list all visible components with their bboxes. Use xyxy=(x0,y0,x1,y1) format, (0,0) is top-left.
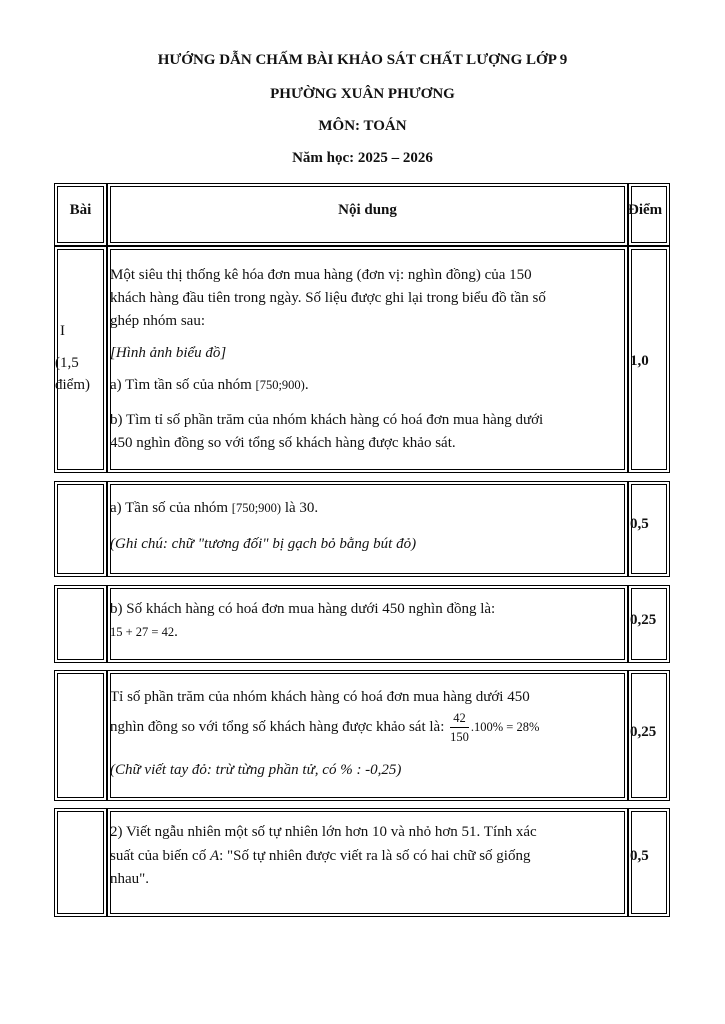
row3-bai-cell xyxy=(54,585,107,663)
percent-l2 xyxy=(110,704,539,750)
subject: MÔN: TOÁN xyxy=(318,118,407,134)
question2-l2-pre: suất của biến cố xyxy=(110,848,207,864)
question2-l2-post: : "Số tự nhiên được viết ra là số có hai chữ số giống xyxy=(219,848,531,864)
answer-a xyxy=(110,497,318,520)
row1-intro-l3: ghép nhóm sau: xyxy=(110,313,205,329)
row5-score: 0,5 xyxy=(630,848,649,864)
row3-content-cell xyxy=(107,585,628,663)
school-year: Năm học: 2025 – 2026 xyxy=(292,150,433,166)
percent-result: .100% = 28% xyxy=(470,720,540,734)
row1-intro-l2: khách hàng đầu tiên trong ngày. Số liệu được ghi lại trong biểu đồ tần số xyxy=(110,290,546,306)
question-b-l1: b) Tìm tỉ số phần trăm của nhóm khách hàng có hoá đơn mua hàng dưới xyxy=(110,412,544,428)
row1-intro-l1: Một siêu thị thống kê hóa đơn mua hàng (đơn vị: nghìn đồng) của 150 xyxy=(110,267,532,283)
fraction-denominator: 150 xyxy=(450,730,469,745)
question-a xyxy=(110,374,309,397)
row2-content-cell xyxy=(107,481,628,577)
row1-bai-points-l1: (1,5 xyxy=(55,355,79,371)
row4-bai-cell xyxy=(54,670,107,801)
answer-a-note: (Ghi chú: chữ "tương đối" bị gạch bỏ bằng bút đỏ) xyxy=(110,536,417,552)
answer-b-l1: b) Số khách hàng có hoá đơn mua hàng dưới 450 nghìn đồng là: xyxy=(110,601,496,617)
question-a-end: . xyxy=(304,377,309,393)
answer-b-end: . xyxy=(174,624,178,640)
percent-fraction xyxy=(450,711,469,744)
percent-l2-text: nghìn đồng so với tổng số khách hàng được khảo sát là: xyxy=(110,719,445,735)
question2-l2 xyxy=(110,845,530,868)
ward-name: PHƯỜNG XUÂN PHƯƠNG xyxy=(270,86,455,102)
row3-score: 0,25 xyxy=(630,612,657,628)
row5-bai-cell xyxy=(54,808,107,917)
answer-b-calc xyxy=(110,621,178,644)
row2-score: 0,5 xyxy=(630,516,649,532)
answer-b-equation: 15 + 27 = 42 xyxy=(110,625,175,639)
row2-bai-cell xyxy=(54,481,107,577)
question-a-interval: [750;900) xyxy=(255,378,305,392)
chart-image-placeholder: [Hình ảnh biểu đồ] xyxy=(110,345,227,361)
answer-a-end: là 30. xyxy=(284,500,319,516)
event-variable: A xyxy=(209,848,220,864)
percent-l1: Tỉ số phần trăm của nhóm khách hàng có hoá đơn mua hàng dưới 450 xyxy=(110,689,530,705)
question2-l3: nhau". xyxy=(110,871,150,887)
row4-score: 0,25 xyxy=(630,724,657,740)
row1-bai-points-l2: điểm) xyxy=(55,377,90,393)
column-header-bai: Bài xyxy=(69,202,92,218)
percent-note: (Chữ viết tay đỏ: trừ từng phần tử, có % : -0,25) xyxy=(110,762,402,778)
question-b-l2: 450 nghìn đồng so với tổng số khách hàng được khảo sát. xyxy=(110,435,456,451)
document-title: HƯỚNG DẪN CHẤM BÀI KHẢO SÁT CHẤT LƯỢNG LỚP 9 xyxy=(157,52,568,68)
column-header-noi-dung: Nội dung xyxy=(338,202,397,218)
fraction-numerator: 42 xyxy=(450,711,469,728)
row1-score: 1,0 xyxy=(630,353,649,369)
row1-bai-number: I xyxy=(60,323,65,339)
answer-a-interval: [750;900) xyxy=(231,501,282,515)
column-header-diem: Điểm xyxy=(628,202,663,218)
question-a-text: a) Tìm tần số của nhóm xyxy=(110,377,252,393)
answer-a-text: a) Tần số của nhóm xyxy=(110,500,229,516)
question2-l1: 2) Viết ngẫu nhiên một số tự nhiên lớn hơn 10 và nhỏ hơn 51. Tính xác xyxy=(110,824,537,840)
